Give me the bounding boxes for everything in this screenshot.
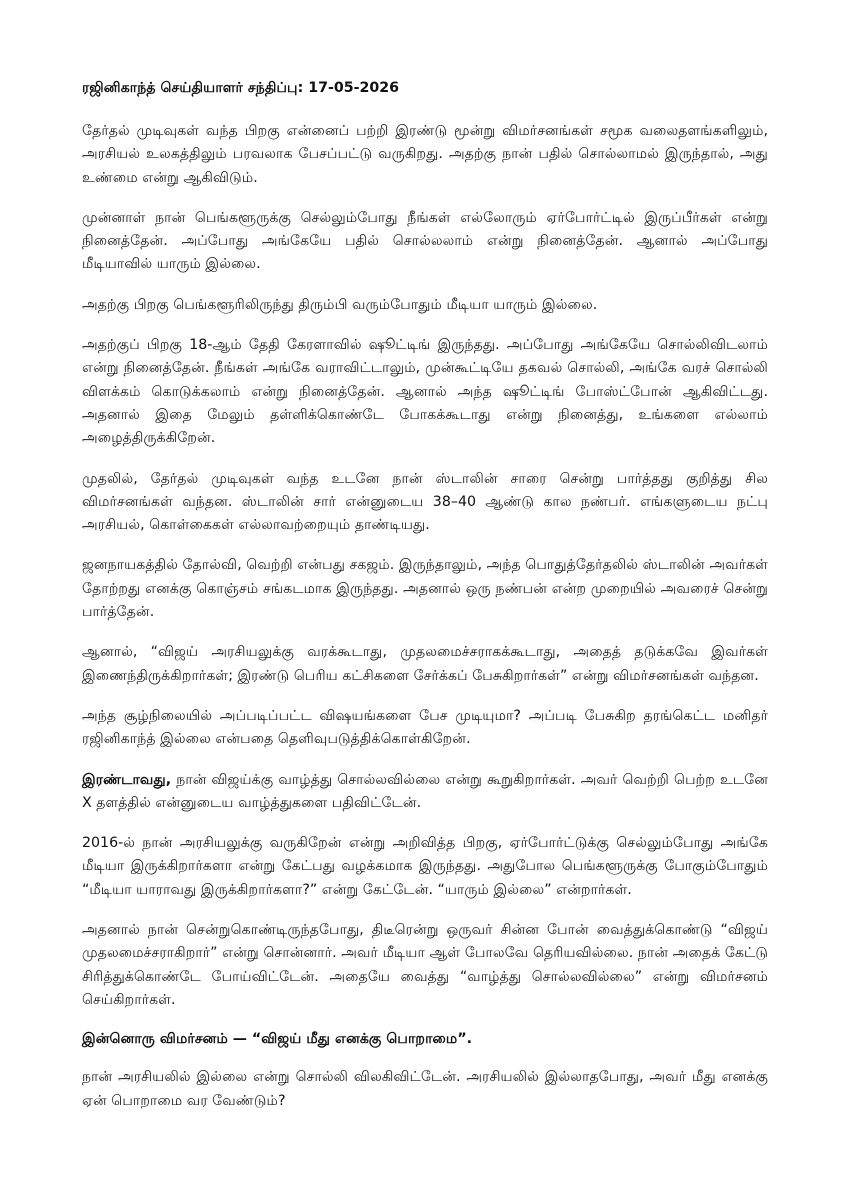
paragraph-second-point bbox=[82, 769, 768, 816]
paragraph-11: அதனால் நான் சென்றுகொண்டிருந்தபோது, திடீரென்று ஒருவர் சின்ன போன் வைத்துக்கொண்டு “விஜய் முதலமைச்சராகிறார்” என்று சொன்னார். அவர் மீடியா ஆள் போலவே தெரியவில்லை. நான் அதைக் கேட்டு சிரித்துக்கொண்டே போய்விட்டேன். அதையே வைத்து “வாழ்த்து சொல்லவில்லை” என்று விமர்சனம் செய்கிறார்கள். bbox=[82, 922, 768, 1008]
paragraph-5: முதலில், தேர்தல் முடிவுகள் வந்த உடனே நான் ஸ்டாலின் சாரை சென்று பார்த்தது குறித்து சில விமர்சனங்கள் வந்தன. ஸ்டாலின் சார் என்னுடைய 38–40 ஆண்டு கால நண்பர். எங்களுடைய நட்பு அரசியல், கொள்கைகள் எல்லாவற்றையும் தாண்டியது. bbox=[82, 470, 768, 534]
document-page bbox=[82, 78, 768, 1130]
paragraph-4: அதற்குப் பிறகு 18-ஆம் தேதி கேரளாவில் ஷூட்டிங் இருந்தது. அப்போது அங்கேயே சொல்லிவிடலாம் என்று நினைத்தேன். நீங்கள் அங்கே வராவிட்டாலும், முன்கூட்டியே தகவல் சொல்லி, அங்கே வரச் சொல்லி விளக்கம் கொடுக்கலாம் என்று நினைத்தேன். ஆனால் அந்த ஷூட்டிங் போஸ்ட்போன் ஆகிவிட்டது. அதனால் இதை மேலும் தள்ளிக்கொண்டே போகக்கூடாது என்று நினைத்து, உங்களை எல்லாம் அழைத்திருக்கிறேன். bbox=[82, 337, 768, 447]
paragraph-3: அதற்கு பிறகு பெங்களூரிலிருந்து திரும்பி வரும்போதும் மீடியா யாரும் இல்லை. bbox=[82, 296, 598, 313]
second-point-lead: இரண்டாவது, bbox=[82, 771, 172, 788]
third-criticism-heading: இன்னொரு விமர்சனம் — “விஜய் மீது எனக்கு பொறாமை”. bbox=[82, 1031, 473, 1048]
paragraph-2: முன்னாள் நான் பெங்களூருக்கு செல்லும்போது நீங்கள் எல்லோரும் ஏர்போர்ட்டில் இருப்பீர்கள் என்று நினைத்தேன். அப்போது அங்கேயே பதில் சொல்லலாம் என்று நினைத்தேன். ஆனால் அப்போது மீடியாவில் யாரும் இல்லை. bbox=[82, 209, 768, 273]
second-point-text: நான் விஜய்க்கு வாழ்த்து சொல்லவில்லை என்று கூறுகிறார்கள். அவர் வெற்றி பெற்ற உடனே X தளத்தில் என்னுடைய வாழ்த்துகளை பதிவிட்டேன். bbox=[82, 771, 768, 811]
paragraph-6: ஜனநாயகத்தில் தோல்வி, வெற்றி என்பது சகஜம். இருந்தாலும், அந்த பொதுத்தேர்தலில் ஸ்டாலின் அவர்கள் தோற்றது எனக்கு கொஞ்சம் சங்கடமாக இருந்தது. அதனால் ஒரு நண்பன் என்ற முறையில் அவரைச் சென்று பார்த்தேன். bbox=[82, 557, 768, 621]
final-paragraph: நான் அரசியலில் இல்லை என்று சொல்லி விலகிவிட்டேன். அரசியலில் இல்லாதபோது, அவர் மீது எனக்கு ஏன் பொறாமை வர வேண்டும்? bbox=[82, 1069, 768, 1109]
paragraph-7: ஆனால், “விஜய் அரசியலுக்கு வரக்கூடாது, முதலமைச்சராகக்கூடாது, அதைத் தடுக்கவே இவர்கள் இணைந்திருக்கிறார்கள்; இரண்டு பெரிய கட்சிகளை சேர்க்கப் பேசுகிறார்கள்” என்று விமர்சனங்கள் வந்தன. bbox=[82, 644, 768, 684]
paragraph-10: 2016-ல் நான் அரசியலுக்கு வருகிறேன் என்று அறிவித்த பிறகு, ஏர்போர்ட்டுக்கு செல்லும்போது அங்கே மீடியா இருக்கிறார்களா என்று கேட்பது வழக்கமாக இருந்தது. அதுபோல பெங்களூருக்கு போகும்போதும் “மீடியா யாராவது இருக்கிறார்களா?” என்று கேட்டேன். “யாரும் இல்லை” என்றார்கள். bbox=[82, 835, 768, 898]
paragraph-1: தேர்தல் முடிவுகள் வந்த பிறகு என்னைப் பற்றி இரண்டு மூன்று விமர்சனங்கள் சமூக வலைதளங்களிலும், அரசியல் உலகத்திலும் பரவலாக பேசப்பட்டு வருகிறது. அதற்கு நான் பதில் சொல்லாமல் இருந்தால், அது உண்மை என்று ஆகிவிடும். bbox=[82, 123, 768, 186]
paragraph-8: அந்த சூழ்நிலையில் அப்படிப்பட்ட விஷயங்களை பேச முடியுமா? அப்படி பேசுகிற தரங்கெட்ட மனிதர் ரஜினிகாந்த் இல்லை என்பதை தெளிவுபடுத்திக்கொள்கிறேன். bbox=[82, 707, 768, 748]
document-title: ரஜினிகாந்த் செய்தியாளர் சந்திப்பு: 17-05-2026 bbox=[82, 80, 399, 96]
